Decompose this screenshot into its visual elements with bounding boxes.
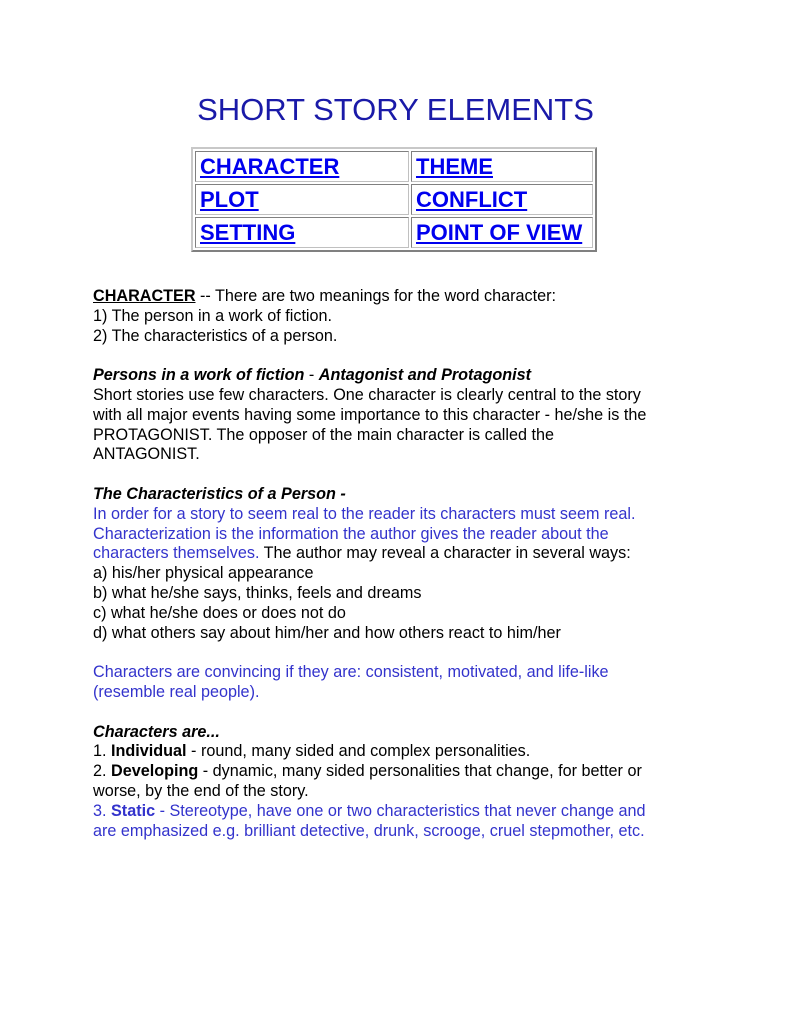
persons-heading-sep: - [304, 366, 319, 385]
types-heading: Characters are... [93, 722, 220, 741]
convincing-text: (resemble real people). [93, 682, 260, 701]
type-number: 3. [93, 801, 111, 820]
nav-cell [195, 184, 409, 215]
type-description: - round, many sided and complex personalities. [186, 742, 531, 761]
spacer [93, 346, 713, 366]
spacer [93, 703, 713, 723]
persons-text-line: ANTAGONIST. [93, 445, 200, 464]
nav-cell [195, 151, 409, 182]
conflict-link[interactable]: CONFLICT [416, 186, 528, 212]
type-description: - Stereotype, have one or two characteristics that never change and [155, 801, 646, 820]
nav-row [195, 151, 593, 182]
character-definition-line [93, 287, 713, 307]
document-body [93, 287, 713, 841]
nav-cell [411, 184, 593, 215]
persons-text-line: Short stories use few characters. One character is clearly central to the story [93, 385, 641, 404]
reveal-way-item: a) his/her physical appearance [93, 564, 314, 583]
persons-text-line: PROTAGONIST. The opposer of the main character is called the [93, 425, 554, 444]
spacer [93, 643, 713, 663]
convincing-text: Characters are convincing if they are: consistent, motivated, and life-like [93, 663, 609, 682]
type-number: 1. [93, 742, 111, 761]
spacer [93, 465, 713, 485]
theme-link[interactable]: THEME [416, 153, 493, 179]
point-of-view-link[interactable]: POINT OF VIEW [416, 219, 583, 245]
type-item-static [93, 802, 713, 822]
persons-heading-a: Persons in a work of fiction [93, 366, 305, 385]
nav-cell [411, 151, 593, 182]
reveal-ways-text: The author may reveal a character in several ways: [259, 544, 631, 563]
characterization-text: characters themselves. [93, 544, 260, 563]
characteristics-heading: The Characteristics of a Person - [93, 484, 346, 503]
reveal-way-item: c) what he/she does or does not do [93, 603, 346, 622]
character-definition: -- There are two meanings for the word character: [195, 287, 556, 305]
type-term: Individual [111, 742, 187, 761]
nav-cell [195, 217, 409, 248]
nav-row [195, 217, 593, 248]
characterization-line [93, 544, 713, 564]
persons-heading-b: Antagonist and Protagonist [318, 366, 531, 385]
type-description-continued: are emphasized e.g. brilliant detective, drunk, scrooge, cruel stepmother, etc. [93, 821, 645, 840]
type-term: Developing [111, 762, 199, 781]
persons-heading [93, 366, 713, 386]
type-term: Static [111, 801, 156, 820]
reveal-way-item: b) what he/she says, thinks, feels and dreams [93, 583, 422, 602]
elements-nav-table [191, 147, 597, 252]
persons-text-line: with all major events having some importance to this character - he/she is the [93, 405, 647, 424]
nav-row [195, 184, 593, 215]
character-term: CHARACTER [93, 287, 196, 305]
plot-link[interactable]: PLOT [200, 186, 259, 212]
reveal-way-item: d) what others say about him/her and how others react to him/her [93, 623, 561, 642]
type-item-developing [93, 762, 713, 782]
type-description: - dynamic, many sided personalities that change, for better or [198, 762, 642, 781]
type-number: 2. [93, 762, 111, 781]
characterization-text: Characterization is the information the author gives the reader about the [93, 524, 609, 543]
characterization-text: In order for a story to seem real to the reader its characters must seem real. [93, 504, 636, 523]
type-description-continued: worse, by the end of the story. [93, 781, 309, 800]
meaning-1: 1) The person in a work of fiction. [93, 306, 333, 325]
nav-cell [411, 217, 593, 248]
setting-link[interactable]: SETTING [200, 219, 296, 245]
page-title: SHORT STORY ELEMENTS [197, 92, 594, 127]
character-link[interactable]: CHARACTER [200, 153, 340, 179]
type-item-individual [93, 742, 713, 762]
meaning-2: 2) The characteristics of a person. [93, 326, 338, 345]
